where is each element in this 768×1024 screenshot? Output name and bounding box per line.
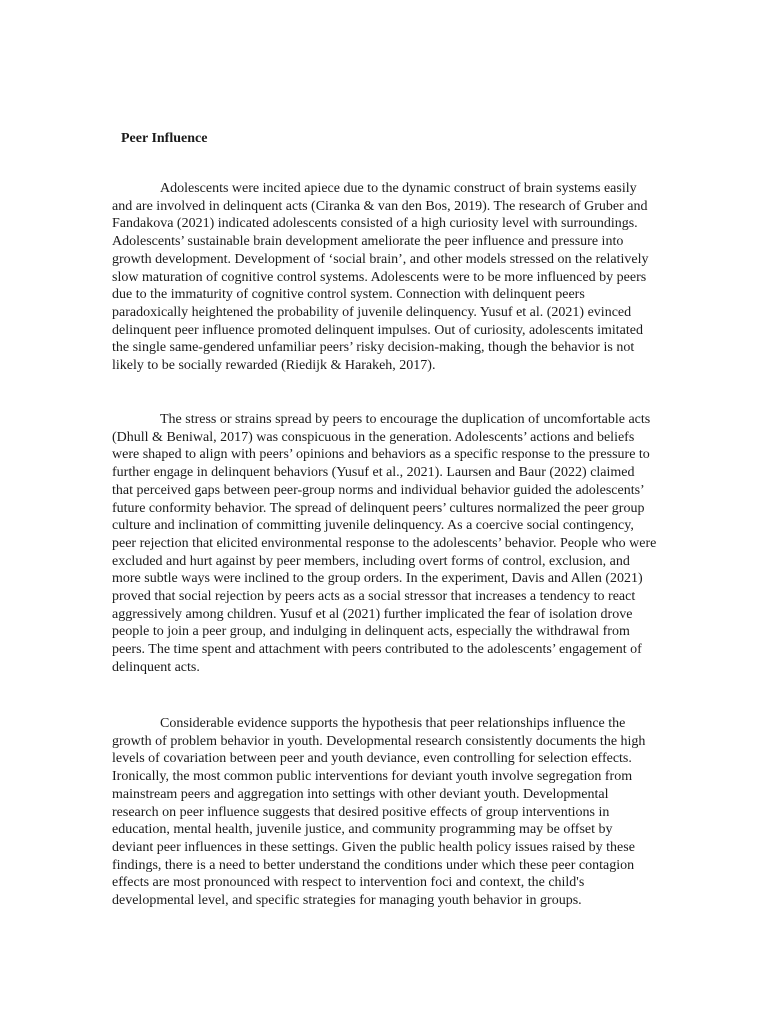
- body-paragraph-1: Adolescents were incited apiece due to the dynamic construct of brain systems easily and are involved in delinquent acts (Ciranka & van den Bos, 2019). The research of Gruber and Fandakova (2021) indicated adolescents consisted of a high curiosity level with surroundings. Adolescents’ sustainable brain development ameliorate the peer influence and pressure into growth development. Development of ‘social brain’, and other models stressed on the relatively slow maturation of cognitive control systems. Adolescents were to be more influenced by peers due to the immaturity of cognitive control system. Connection with delinquent peers paradoxically heightened the probability of juvenile delinquency. Yusuf et al. (2021) evinced delinquent peer influence promoted delinquent impulses. Out of curiosity, adolescents imitated the single same-gendered unfamiliar peers’ risky decision-making, though the behavior is not likely to be socially rewarded (Riedijk & Harakeh, 2017).: [112, 181, 649, 374]
- body-paragraph-3: Considerable evidence supports the hypothesis that peer relationships influence the growth of problem behavior in youth. Developmental research consistently documents the high levels of covariation between peer and youth deviance, even controlling for selection effects. Ironically, the most common public interventions for deviant youth involve segregation from mainstream peers and aggregation into settings with other deviant youth. Developmental research on peer influence suggests that desired positive effects of group interventions in education, mental health, juvenile justice, and community programming may be offset by deviant peer influences in these settings. Given the public health policy issues raised by these findings, there is a need to better understand the conditions under which these peer contagion effects are most pronounced with respect to intervention foci and context, the child's developmental level, and specific strategies for managing youth behavior in groups.: [112, 716, 646, 909]
- body-paragraph-2: The stress or strains spread by peers to encourage the duplication of uncomfortable acts (Dhull & Beniwal, 2017) was conspicuous in the generation. Adolescents’ actions and beliefs were shaped to align with peers’ opinions and behaviors as a specific response to the pressure to further engage in delinquent behaviors (Yusuf et al., 2021). Laursen and Baur (2022) claimed that perceived gaps between peer-group norms and individual behavior guided the adolescents’ future conformity behavior. The spread of delinquent peers’ cultures normalized the peer group culture and inclination of committing juvenile delinquency. As a coercive social contingency, peer rejection that elicited environmental response to the adolescents’ behavior. People who were excluded and hurt against by peer members, including overt forms of control, exclusion, and more subtle ways were inclined to the group orders. In the experiment, Davis and Allen (2021) proved that social rejection by peers acts as a social stressor that increases a tendency to react aggressively among children. Yusuf et al (2021) further implicated the fear of isolation drove people to join a peer group, and indulging in delinquent acts, especially the withdrawal from peers. The time spent and attachment with peers contributed to the adolescents’ engagement of delinquent acts.: [112, 412, 657, 675]
- section-heading: Peer Influence: [121, 131, 208, 146]
